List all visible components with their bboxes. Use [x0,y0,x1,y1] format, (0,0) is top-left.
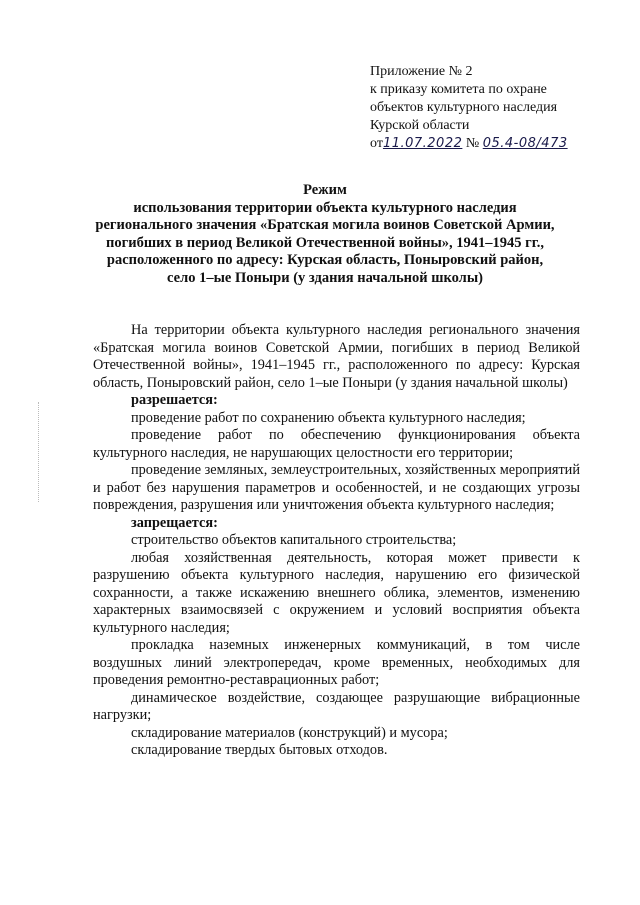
allowed-item: проведение работ по сохранению объекта культурного наследия; [131,409,526,426]
order-number-handwritten: 05.4-08/473 [482,136,568,151]
prohibited-item: любая хозяйственная деятельность, которая может привести к разрушению объекта культурного наследия, нарушению его физической сохранности, а также искажению внешнего облика, элементов, изменению характерных взаимосвязей с окружением и условий восприятия объекта культурного наследия; [93,549,580,636]
appendix-line-4: Курской области [370,118,470,133]
document-title [95,182,555,287]
prohibited-item: строительство объектов капитального строительства; [131,532,457,548]
prohibited-item: складирование твердых бытовых отходов. [131,742,388,758]
allowed-item: проведение земляных, землеустроительных, хозяйственных мероприятий и работ без нарушения параметров и особенностей, и не создающих угрозы повреждения, разрушения или уничтожения объекта культурного наследия; [93,462,580,513]
prohibited-item: прокладка наземных инженерных коммуникаций, в том числе воздушных линий электропередач, кроме временных, необходимых для проведения ремонтно-реставрационных работ; [93,637,580,688]
prohibited-item: складирование материалов (конструкций) и мусора; [131,724,448,741]
order-number-label: № [465,136,480,151]
title-line-5: расположенного по адресу: Курская область, Поныровский район, [106,252,544,268]
order-line [370,135,620,153]
title-line-6: село 1–ые Поныри (у здания начальной школы) [167,269,483,286]
margin-mark [38,402,40,502]
order-prefix: от [370,136,383,151]
order-date-handwritten: 11.07.2022 [382,136,463,151]
title-line-2: использования территории объекта культурного наследия [133,199,517,216]
intro-paragraph: На территории объекта культурного наследия регионального значения «Братская могила воинов Советской Армии, погибших в период Великой Отечественной войны», 1941–1945 гг., расположенного по адресу: Курская область, Поныровский район, село 1–ые Поныри (у здания начальной школы) [93,322,580,391]
appendix-line-2: к приказу комитета по охране [370,82,547,97]
title-line-4: погибших в период Великой Отечественной войны», 1941–1945 гг., [106,234,544,251]
title-line-3: регионального значения «Братская могила воинов Советской Армии, [95,217,555,233]
title-line-1: Режим [303,182,347,198]
prohibited-heading: запрещается: [131,514,218,531]
appendix-line-1: Приложение № 2 [370,64,473,79]
appendix-header [370,63,620,153]
prohibited-item: динамическое воздействие, создающее разрушающие вибрационные нагрузки; [93,689,580,723]
appendix-line-3: объектов культурного наследия [370,100,558,115]
allowed-heading: разрешается: [131,392,218,408]
document-body [93,322,580,760]
allowed-item: проведение работ по обеспечению функционирования объекта культурного наследия, не нарушающих целостности его территории; [93,427,580,461]
